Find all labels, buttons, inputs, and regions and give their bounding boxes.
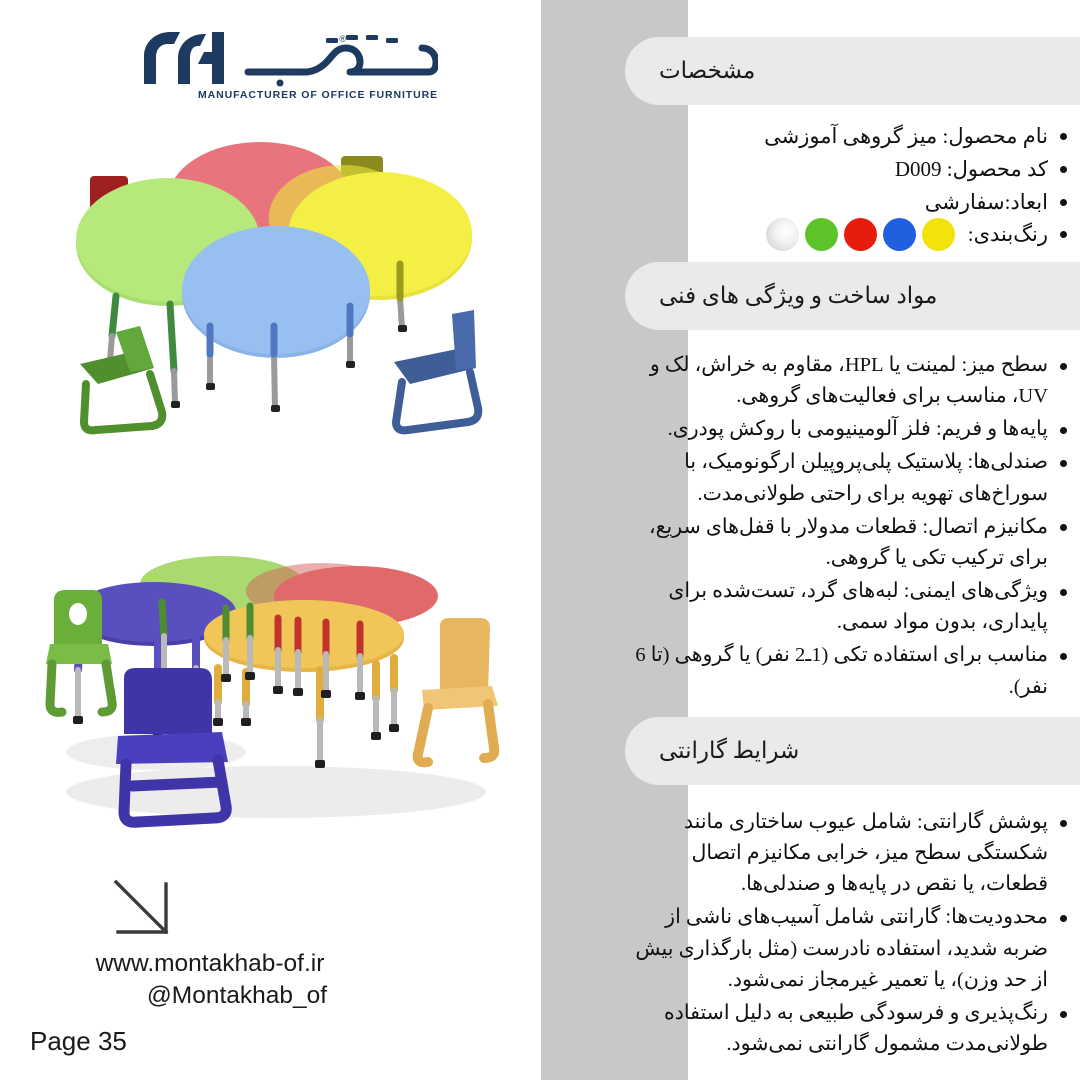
- specifications-list: [625, 120, 1080, 251]
- page-number: Page 35: [30, 1026, 127, 1056]
- color-label: رنگ‌بندی:: [967, 222, 1048, 247]
- list-item: پایه‌ها و فریم: فلز آلومینیومی با روکش پودری.: [625, 414, 1080, 445]
- list-item: ابعاد:سفارشی: [625, 186, 1080, 219]
- list-item: ویژگی‌های ایمنی: لبه‌های گرد، تست‌شده برای پایداری، بدون مواد سمی.: [625, 576, 1080, 638]
- section-header-technical: [625, 262, 1080, 330]
- section-technical: [625, 262, 1080, 705]
- section-warranty: [625, 717, 1080, 1062]
- website-link[interactable]: www.montakhab-of.ir: [95, 950, 325, 977]
- logo-wordmark: [242, 28, 438, 88]
- footer-links: [0, 948, 420, 1013]
- list-item: سطح میز: لمینت یا HPL، مقاوم به خراش، لک و UV، مناسب برای فعالیت‌های گروهی.: [625, 350, 1080, 412]
- list-item: صندلی‌ها: پلاستیک پلی‌پروپیلن ارگونومیک، با سوراخ‌های تهویه برای راحتی طولانی‌مدت.: [625, 447, 1080, 509]
- product-image-bottom: [36, 540, 524, 832]
- color-swatches: [766, 218, 955, 251]
- brand-logo: [118, 28, 438, 120]
- list-item: رنگ‌پذیری و فرسودگی طبیعی به دلیل استفاده طولانی‌مدت مشمول گارانتی نمی‌شود.: [625, 998, 1080, 1060]
- arrow-down-right-icon: [112, 878, 176, 940]
- list-item: مکانیزم اتصال: قطعات مدولار با قفل‌های سریع، برای ترکیب تکی یا گروهی.: [625, 512, 1080, 574]
- technical-list: [625, 350, 1080, 703]
- section-title: مواد ساخت و ویژگی های فنی: [659, 283, 938, 308]
- product-image-top: [58, 136, 524, 442]
- list-item: مناسب برای استفاده تکی (1ـ2 نفر) یا گروهی (تا 6 نفر).: [625, 640, 1080, 702]
- right-column: [625, 0, 1080, 1080]
- color-swatch-red[interactable]: [844, 218, 877, 251]
- list-item: پوشش گارانتی: شامل عیوب ساختاری مانند شکستگی سطح میز، خرابی مکانیزم اتصال قطعات، یا نقص در پایه‌ها و صندلی‌ها.: [625, 807, 1080, 900]
- logo-tagline: MANUFACTURER OF OFFICE FURNITURE: [198, 89, 438, 101]
- logo-monogram-icon: [140, 30, 232, 86]
- list-item: محدودیت‌ها: گارانتی شامل آسیب‌های ناشی از ضربه شدید، استفاده نادرست (مثل بارگذاری بیش از حد وزن)، یا تعمیر غیرمجاز نمی‌شود.: [625, 902, 1080, 995]
- section-title: شرایط گارانتی: [659, 738, 800, 763]
- color-swatch-silver[interactable]: [766, 218, 799, 251]
- logo-row: [140, 28, 438, 88]
- color-swatch-green[interactable]: [805, 218, 838, 251]
- list-item: کد محصول: D009: [625, 153, 1080, 186]
- registered-mark-icon: ®: [339, 34, 346, 44]
- section-specifications: [625, 37, 1080, 251]
- color-row: [635, 218, 1048, 251]
- social-handle-link[interactable]: @Montakhab_of: [146, 982, 328, 1010]
- color-swatch-yellow[interactable]: [922, 218, 955, 251]
- list-item: نام محصول: میز گروهی آموزشی: [625, 120, 1080, 153]
- section-header-warranty: [625, 717, 1080, 785]
- list-item-colors: [625, 218, 1080, 251]
- section-header-specifications: [625, 37, 1080, 105]
- color-swatch-blue[interactable]: [883, 218, 916, 251]
- warranty-list: [625, 807, 1080, 1060]
- section-title: مشخصات: [659, 58, 756, 83]
